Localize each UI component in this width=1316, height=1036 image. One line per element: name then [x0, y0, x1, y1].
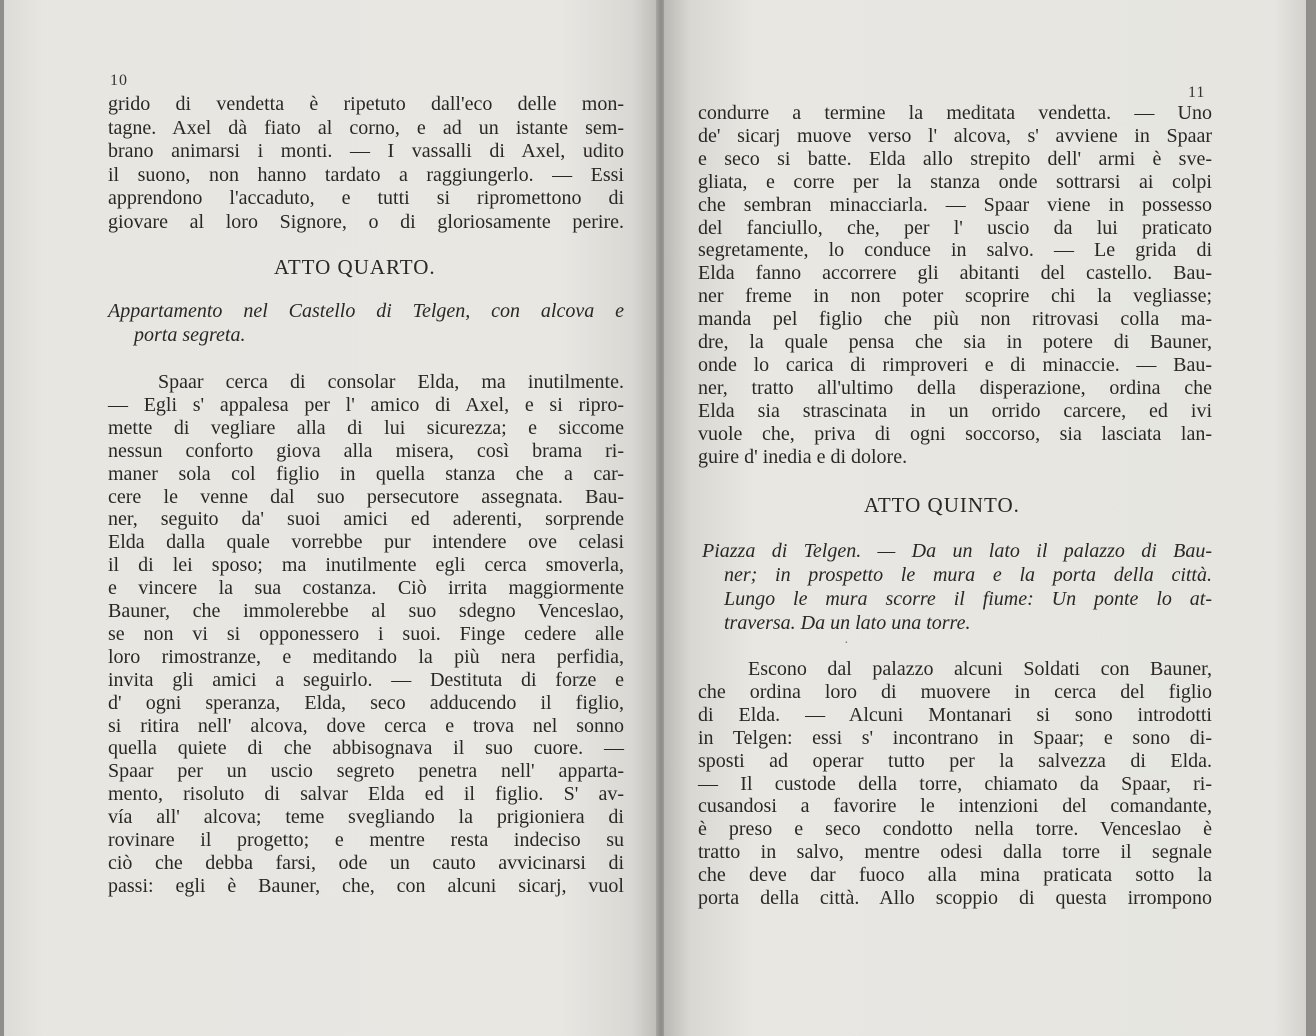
text-line: Elda sia strascinata in un orrido carcere, ed ivi	[698, 399, 1212, 422]
setting-line: Appartamento nel Castello di Telgen, con alcova e	[108, 300, 624, 322]
text-line: che ordina loro di muovere in cerca del figlio	[698, 680, 1212, 703]
text-line: nessun conforto giova alla misera, così brama ri-	[108, 439, 624, 462]
right-page	[664, 0, 1306, 1036]
text-line: sposti ad operar tutto per la salvezza di Elda.	[698, 749, 1212, 772]
text-line: ner, tratto all'ultimo della disperazione, ordina che	[698, 376, 1212, 399]
text-line: che sembran minacciarla. — Spaar viene in possesso	[698, 193, 1212, 216]
left-page	[4, 0, 658, 1036]
text-line: onde lo carica di rimproveri e di minaccie. — Bau-	[698, 353, 1212, 376]
text-line: se non vi si opponessero i suoi. Finge cedere alle	[108, 622, 624, 645]
text-line: porta della città. Allo scoppio di questa irrompono	[698, 887, 1212, 909]
text-line: apprendono l'accaduto, e tutti si ripromettono di	[108, 187, 624, 209]
text-line: segretamente, lo conduce in salvo. — Le grida di	[698, 239, 1212, 262]
text-line: e vincere la sua costanza. Ciò irrita maggiormente	[108, 577, 624, 600]
text-line: invita gli amici a seguirlo. — Destituta di forze e	[108, 668, 624, 691]
setting-line: porta segreta.	[134, 324, 246, 346]
text-line: passi: egli è Bauner, che, con alcuni sicarj, vuol	[108, 874, 624, 897]
text-line: è preso e seco condotto nella torre. Venceslao è	[698, 818, 1212, 841]
text-line: maner sola col figlio in quella stanza che a car-	[108, 462, 624, 485]
text-line: giovare al loro Signore, o di gloriosamente perire.	[108, 210, 624, 233]
text-line: mento, risoluto di salvar Elda ed il figlio. S' av-	[108, 783, 624, 806]
text-line: d' ogni speranza, Elda, seco adducendo il figlio,	[108, 691, 624, 714]
text-line: tratto in salvo, mentre odesi dalla torre il segnale	[698, 841, 1212, 864]
text-line: cusandosi a favorire le intenzioni del comandante,	[698, 795, 1212, 818]
text-line: vuole che, priva di ogni soccorso, sia lasciata lan-	[698, 422, 1212, 445]
text-line: dre, la quale pensa che sia in potere di Bauner,	[698, 331, 1212, 353]
page-number: 10	[110, 72, 128, 89]
text-line: Spaar per un uscio segreto penetra nell' apparta-	[108, 760, 624, 783]
text-line: di Elda. — Alcuni Montanari si sono introdotti	[698, 703, 1212, 726]
act-title: ATTO QUARTO.	[274, 255, 436, 279]
text-line: quella quiete di che abbisognava il suo cuore. —	[108, 737, 624, 760]
text-line: tagne. Axel dà fiato al corno, e ad un istante sem-	[108, 116, 624, 139]
text-line: vía all' alcova; teme svegliando la prigioniera di	[108, 806, 624, 829]
text-line: del fanciullo, che, per l' uscio da lui praticato	[698, 216, 1212, 239]
text-line: mette di vegliare alla di lui sicurezza; e siccome	[108, 416, 624, 439]
text-line: grido di vendetta è ripetuto dall'eco delle mon-	[108, 93, 624, 115]
text-line: cere le venne dal suo persecutore assegnata. Bau-	[108, 485, 624, 508]
text-line: il di lei sposo; ma inutilmente egli cerca smoverla,	[108, 554, 624, 577]
text-line: il suono, non hanno tardato a raggiungerlo. — Essi	[108, 163, 624, 186]
text-line: loro rimostranze, e meditando la più nera perfidia,	[108, 645, 624, 668]
text-line: Bauner, che immolerebbe al suo sdegno Venceslao,	[108, 600, 624, 622]
text-line: Elda dalla quale vorrebbe pur intendere ove celasi	[108, 531, 624, 554]
text-line: gliata, e corre per la stanza onde sottrarsi ai colpi	[698, 170, 1212, 193]
paper-speck: ·	[844, 636, 849, 651]
text-line: — Egli s' appalesa per l' amico di Axel, e si ripro-	[108, 393, 624, 416]
text-line: manda pel figlio che più non ritrovasi colla ma-	[698, 308, 1212, 331]
text-line: ciò che debba farsi, ode un cauto avvicinarsi di	[108, 851, 624, 874]
text-line: ner, seguito da' suoi amici ed aderenti, sorprende	[108, 508, 624, 531]
text-line: Elda fanno accorrere gli abitanti del castello. Bau-	[698, 262, 1212, 285]
setting-line: traversa. Da un lato una torre.	[724, 612, 971, 634]
setting-line: Piazza di Telgen. — Da un lato il palazzo di Bau-	[702, 540, 1212, 562]
text-line: de' sicarj muove verso l' alcova, s' avviene in Spaar	[698, 124, 1212, 147]
text-line: Escono dal palazzo alcuni Soldati con Bauner,	[748, 658, 1212, 680]
text-line: in Telgen: essi s' incontrano in Spaar; e sono di-	[698, 726, 1212, 749]
text-line: e seco si batte. Elda allo strepito dell' armi è sve-	[698, 147, 1212, 170]
text-line: Spaar cerca di consolar Elda, ma inutilmente.	[158, 371, 624, 393]
act-title: ATTO QUINTO.	[864, 493, 1020, 517]
setting-line: ner; in prospetto le mura e la porta della città.	[724, 564, 1212, 586]
setting-line: Lungo le mura scorre il fiume: Un ponte lo at-	[724, 588, 1212, 610]
text-line: — Il custode della torre, chiamato da Spaar, ri-	[698, 772, 1212, 795]
text-line: ner freme in non poter scoprire chi la vegliasse;	[698, 285, 1212, 308]
text-line: che deve dar fuoco alla mina praticata sotto la	[698, 864, 1212, 887]
page-number: 11	[1188, 84, 1206, 101]
text-line: brano animarsi i monti. — I vassalli di Axel, udito	[108, 140, 624, 162]
text-line: condurre a termine la meditata vendetta. — Uno	[698, 102, 1212, 124]
text-line: guire d' inedia e di dolore.	[698, 445, 908, 468]
text-line: si ritira nell' alcova, dove cerca e trova nel sonno	[108, 714, 624, 737]
text-line: rovinare il progetto; e mentre resta indeciso su	[108, 829, 624, 851]
